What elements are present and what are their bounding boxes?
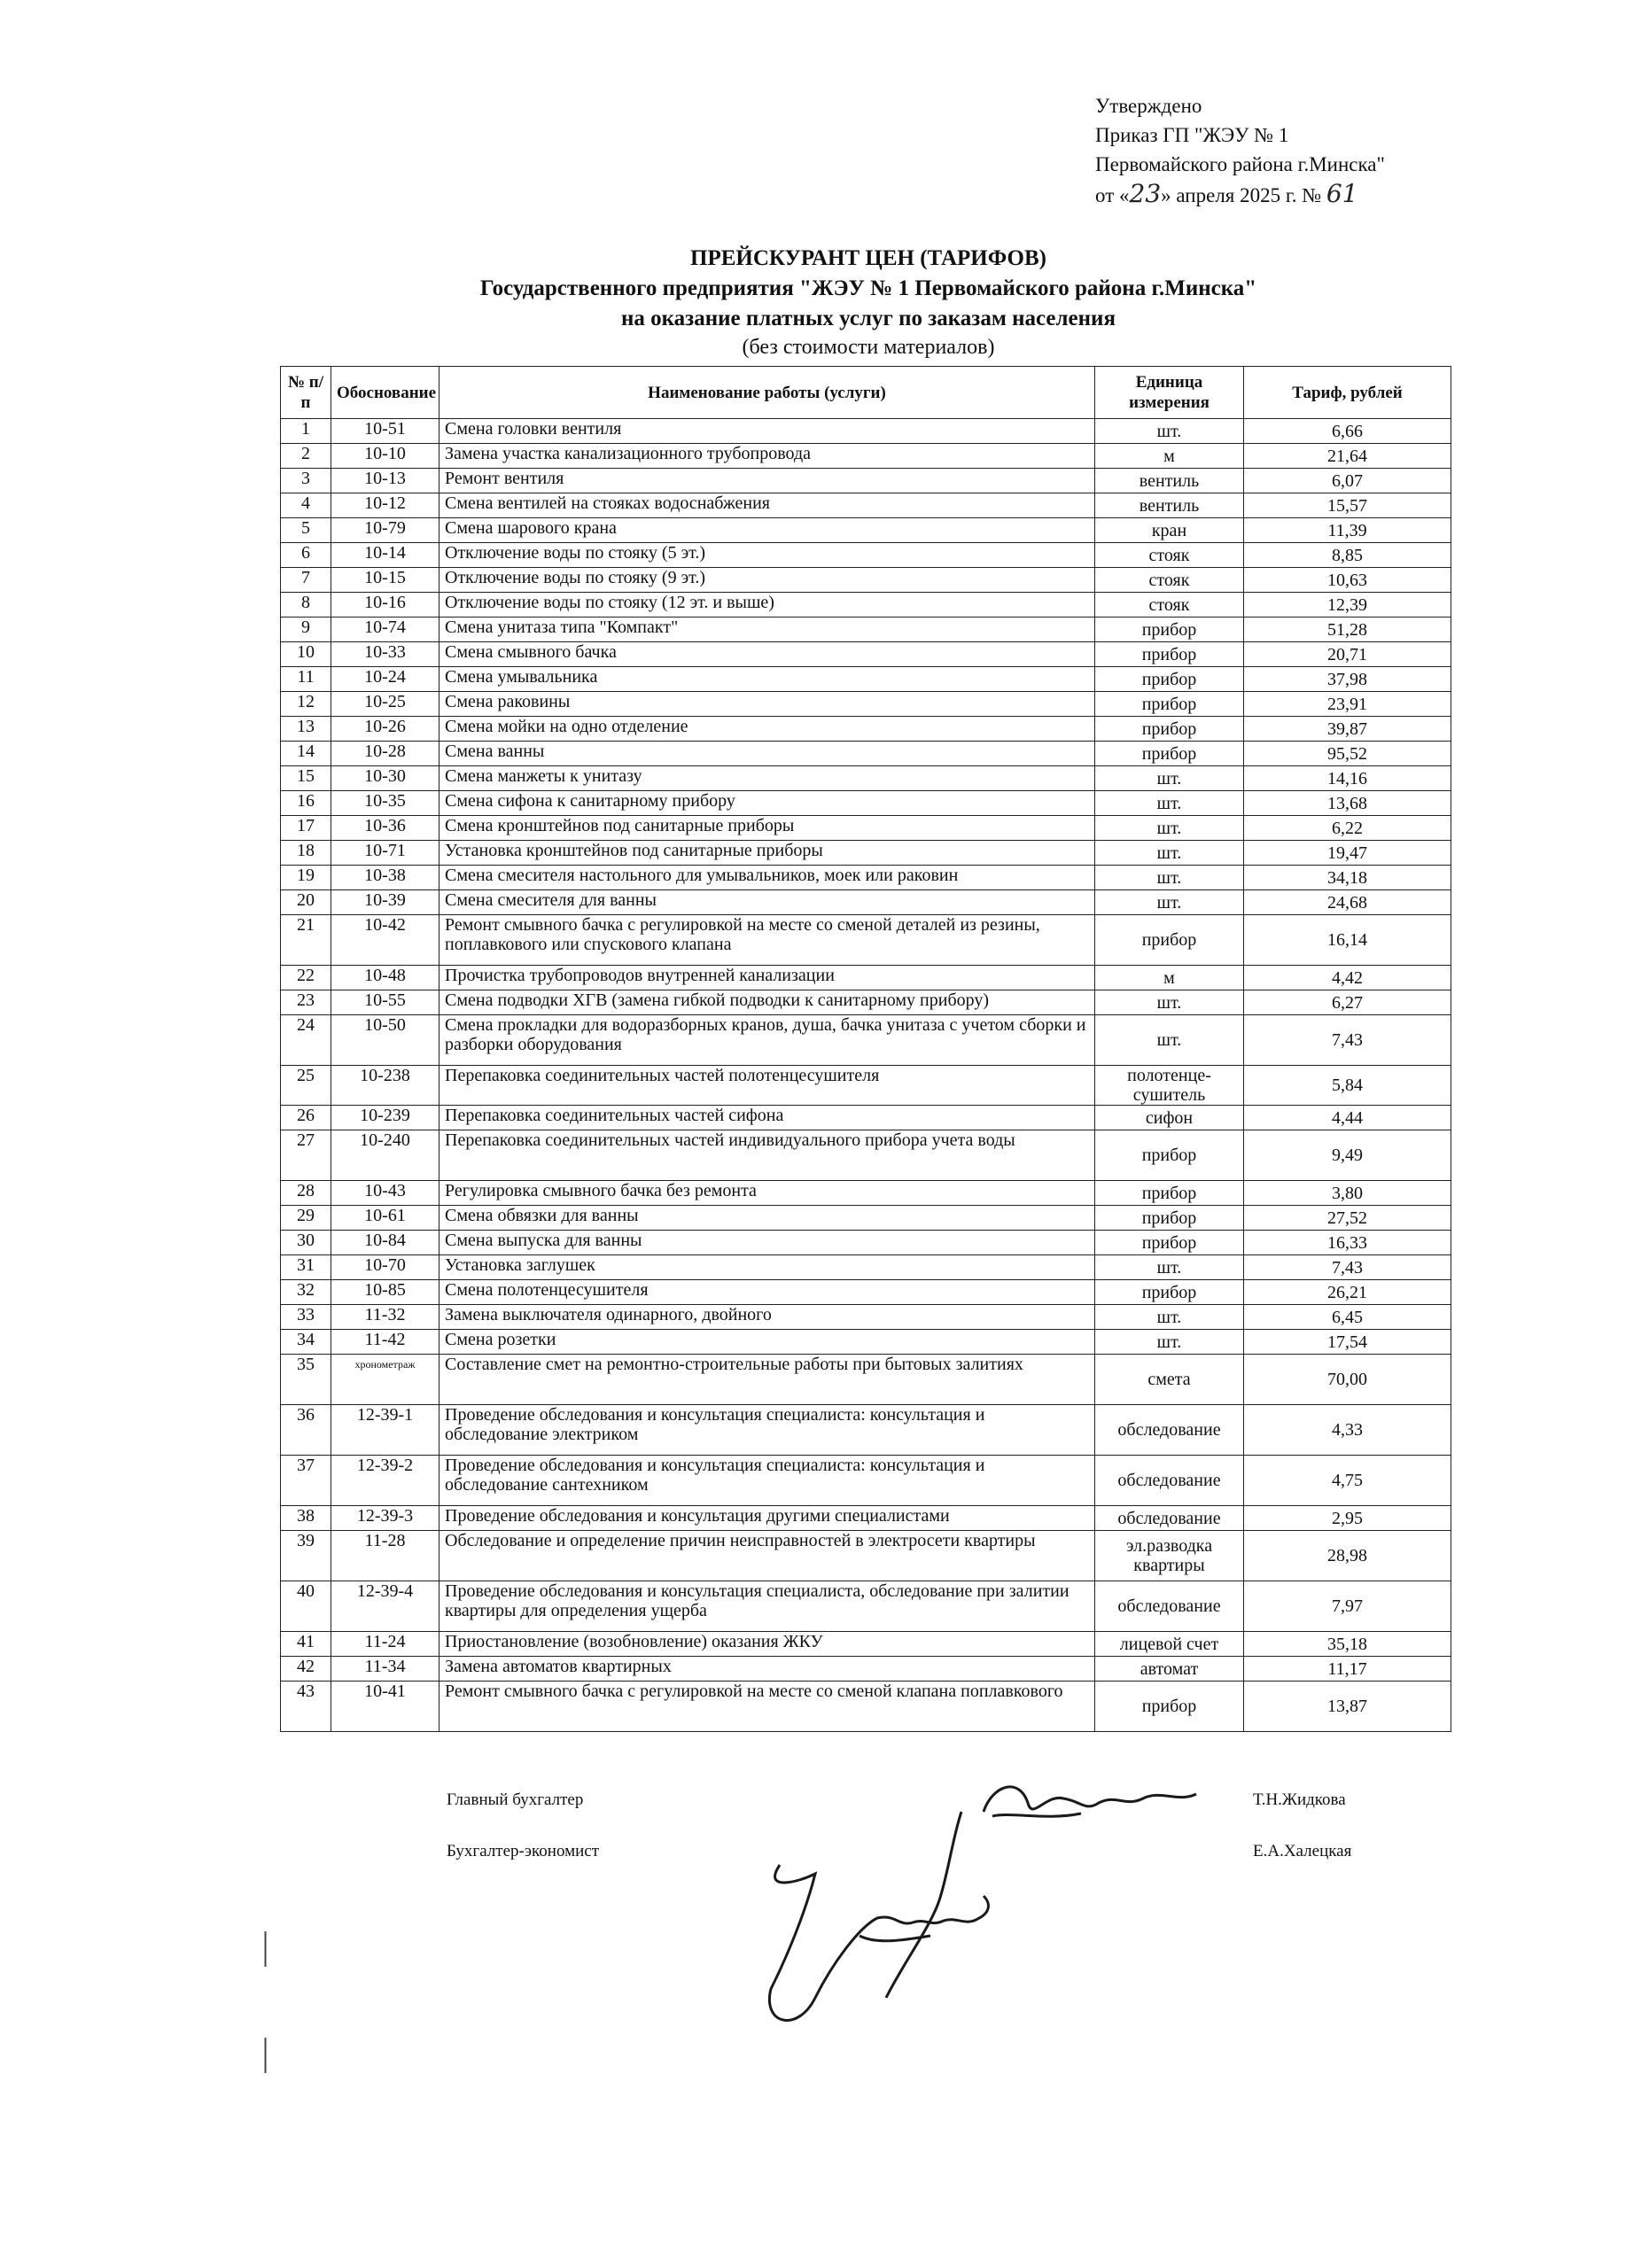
row-price: 20,71	[1244, 642, 1451, 667]
row-num: 30	[281, 1231, 331, 1255]
row-code: 10-55	[331, 990, 439, 1015]
row-price: 2,95	[1244, 1506, 1451, 1531]
approval-order-number: 61	[1326, 179, 1358, 208]
row-unit: сифон	[1095, 1106, 1244, 1130]
approval-date-suffix: » апреля 2025 г. №	[1161, 184, 1322, 206]
row-price: 21,64	[1244, 444, 1451, 469]
row-price: 11,17	[1244, 1657, 1451, 1682]
row-unit: прибор	[1095, 642, 1244, 667]
table-row	[281, 1581, 1451, 1632]
row-code: 12-39-1	[331, 1405, 439, 1456]
row-num: 14	[281, 742, 331, 766]
row-code: 10-28	[331, 742, 439, 766]
table-row	[281, 1015, 1451, 1066]
row-code: 10-35	[331, 791, 439, 816]
table-row	[281, 1305, 1451, 1330]
row-price: 27,52	[1244, 1206, 1451, 1231]
row-name: Обследование и определение причин неисправностей в электросети квартиры	[439, 1531, 1095, 1581]
row-price: 6,07	[1244, 469, 1451, 493]
row-price: 7,43	[1244, 1255, 1451, 1280]
row-num: 34	[281, 1330, 331, 1355]
handwritten-signatures	[727, 1759, 1223, 2060]
row-num: 42	[281, 1657, 331, 1682]
row-price: 35,18	[1244, 1632, 1451, 1657]
row-name: Проведение обследования и консультация специалиста, обследование при залитии квартиры для определения ущерба	[439, 1581, 1095, 1632]
row-price: 95,52	[1244, 742, 1451, 766]
row-num: 2	[281, 444, 331, 469]
row-unit: м	[1095, 444, 1244, 469]
row-price: 8,85	[1244, 543, 1451, 568]
row-price: 37,98	[1244, 667, 1451, 692]
row-code: 10-10	[331, 444, 439, 469]
row-price: 13,68	[1244, 791, 1451, 816]
row-unit: кран	[1095, 518, 1244, 543]
row-price: 13,87	[1244, 1682, 1451, 1732]
header-unit: Единица измерения	[1095, 367, 1244, 419]
approval-line-2: Приказ ГП "ЖЭУ № 1	[1095, 124, 1289, 146]
row-name: Смена кронштейнов под санитарные приборы	[439, 816, 1095, 841]
row-unit: вентиль	[1095, 469, 1244, 493]
header-name: Наименование работы (услуги)	[439, 367, 1095, 419]
row-name: Смена вентилей на стояках водоснабжения	[439, 493, 1095, 518]
row-price: 7,97	[1244, 1581, 1451, 1632]
row-unit: обследование	[1095, 1506, 1244, 1531]
row-name: Проведение обследования и консультация специалиста: консультация и обследование электриком	[439, 1405, 1095, 1456]
row-code: 10-24	[331, 667, 439, 692]
table-row	[281, 518, 1451, 543]
row-price: 10,63	[1244, 568, 1451, 593]
row-num: 29	[281, 1206, 331, 1231]
row-price: 9,49	[1244, 1130, 1451, 1181]
chief-accountant-name: Т.Н.Жидкова	[1253, 1790, 1346, 1809]
row-num: 27	[281, 1130, 331, 1181]
table-row	[281, 1657, 1451, 1682]
table-row	[281, 1531, 1451, 1581]
document-title	[177, 244, 1560, 361]
row-num: 22	[281, 966, 331, 990]
table-row	[281, 1355, 1451, 1405]
table-row	[281, 816, 1451, 841]
row-num: 24	[281, 1015, 331, 1066]
row-num: 37	[281, 1456, 331, 1506]
row-num: 4	[281, 493, 331, 518]
row-num: 10	[281, 642, 331, 667]
row-name: Замена автоматов квартирных	[439, 1657, 1095, 1682]
row-code: 10-74	[331, 617, 439, 642]
row-unit: шт.	[1095, 1255, 1244, 1280]
row-price: 6,27	[1244, 990, 1451, 1015]
row-name: Смена сифона к санитарному прибору	[439, 791, 1095, 816]
table-row	[281, 667, 1451, 692]
row-name: Отключение воды по стояку (12 эт. и выше)	[439, 593, 1095, 617]
table-row	[281, 593, 1451, 617]
row-code: 11-28	[331, 1531, 439, 1581]
row-unit: прибор	[1095, 1280, 1244, 1305]
row-price: 5,84	[1244, 1066, 1451, 1106]
row-name: Перепаковка соединительных частей сифона	[439, 1106, 1095, 1130]
row-name: Смена подводки ХГВ (замена гибкой подводки к санитарному прибору)	[439, 990, 1095, 1015]
table-row	[281, 915, 1451, 966]
row-price: 16,14	[1244, 915, 1451, 966]
row-name: Ремонт вентиля	[439, 469, 1095, 493]
table-row	[281, 866, 1451, 890]
row-code: 10-38	[331, 866, 439, 890]
row-name: Прочистка трубопроводов внутренней канализации	[439, 966, 1095, 990]
row-code: 10-41	[331, 1682, 439, 1732]
row-code: 11-42	[331, 1330, 439, 1355]
row-num: 17	[281, 816, 331, 841]
row-unit: шт.	[1095, 791, 1244, 816]
table-row	[281, 692, 1451, 717]
row-unit: шт.	[1095, 1330, 1244, 1355]
header-num: № п/п	[281, 367, 331, 419]
title-line-4: (без стоимости материалов)	[742, 336, 995, 359]
row-price: 4,42	[1244, 966, 1451, 990]
row-num: 35	[281, 1355, 331, 1405]
row-num: 11	[281, 667, 331, 692]
table-row	[281, 1682, 1451, 1732]
row-name: Смена розетки	[439, 1330, 1095, 1355]
table-row	[281, 1066, 1451, 1106]
row-price: 26,21	[1244, 1280, 1451, 1305]
table-row	[281, 419, 1451, 444]
table-row	[281, 1405, 1451, 1456]
table-row	[281, 990, 1451, 1015]
row-price: 4,33	[1244, 1405, 1451, 1456]
table-row	[281, 717, 1451, 742]
row-name: Смена раковины	[439, 692, 1095, 717]
row-code: 10-50	[331, 1015, 439, 1066]
economist-role: Бухгалтер-экономист	[447, 1842, 600, 1860]
title-line-3: на оказание платных услуг по заказам населения	[621, 307, 1116, 330]
row-num: 31	[281, 1255, 331, 1280]
row-code: 12-39-4	[331, 1581, 439, 1632]
row-name: Смена смесителя для ванны	[439, 890, 1095, 915]
row-price: 11,39	[1244, 518, 1451, 543]
row-num: 18	[281, 841, 331, 866]
row-num: 33	[281, 1305, 331, 1330]
row-num: 7	[281, 568, 331, 593]
row-code: 10-51	[331, 419, 439, 444]
table-header-row	[281, 367, 1451, 419]
row-name: Установка кронштейнов под санитарные приборы	[439, 841, 1095, 866]
table-row	[281, 841, 1451, 866]
row-unit: прибор	[1095, 1206, 1244, 1231]
table-row	[281, 1231, 1451, 1255]
row-price: 12,39	[1244, 593, 1451, 617]
row-price: 15,57	[1244, 493, 1451, 518]
row-unit: прибор	[1095, 692, 1244, 717]
row-price: 4,75	[1244, 1456, 1451, 1506]
row-name: Отключение воды по стояку (9 эт.)	[439, 568, 1095, 593]
row-code: 10-12	[331, 493, 439, 518]
row-price: 7,43	[1244, 1015, 1451, 1066]
row-code: 10-85	[331, 1280, 439, 1305]
row-price: 6,45	[1244, 1305, 1451, 1330]
title-line-2: Государственного предприятия "ЖЭУ № 1 Первомайского района г.Минска"	[479, 276, 1257, 300]
row-price: 51,28	[1244, 617, 1451, 642]
row-price: 14,16	[1244, 766, 1451, 791]
table-row	[281, 493, 1451, 518]
table-row	[281, 1330, 1451, 1355]
row-num: 23	[281, 990, 331, 1015]
chief-accountant-role: Главный бухгалтер	[447, 1790, 584, 1809]
row-name: Приостановление (возобновление) оказания ЖКУ	[439, 1632, 1095, 1657]
row-num: 3	[281, 469, 331, 493]
table-row	[281, 543, 1451, 568]
table-row	[281, 1181, 1451, 1206]
row-code: 10-43	[331, 1181, 439, 1206]
row-num: 1	[281, 419, 331, 444]
row-num: 40	[281, 1581, 331, 1632]
row-num: 39	[281, 1531, 331, 1581]
row-code: 10-84	[331, 1231, 439, 1255]
row-code: 11-34	[331, 1657, 439, 1682]
row-code: 10-33	[331, 642, 439, 667]
table-row	[281, 469, 1451, 493]
row-price: 28,98	[1244, 1531, 1451, 1581]
approval-block	[1095, 91, 1385, 210]
row-unit: полотенце-сушитель	[1095, 1066, 1244, 1106]
row-code: 10-16	[331, 593, 439, 617]
table-row	[281, 1255, 1451, 1280]
row-num: 32	[281, 1280, 331, 1305]
row-name: Регулировка смывного бачка без ремонта	[439, 1181, 1095, 1206]
row-unit: прибор	[1095, 1231, 1244, 1255]
row-code: 10-14	[331, 543, 439, 568]
table-row	[281, 742, 1451, 766]
row-code: 10-26	[331, 717, 439, 742]
row-unit: автомат	[1095, 1657, 1244, 1682]
row-unit: прибор	[1095, 742, 1244, 766]
table-row	[281, 1130, 1451, 1181]
row-code: 10-39	[331, 890, 439, 915]
row-code: 10-240	[331, 1130, 439, 1181]
approval-date-line	[1095, 179, 1385, 210]
row-name: Замена выключателя одинарного, двойного	[439, 1305, 1095, 1330]
row-unit: стояк	[1095, 593, 1244, 617]
row-price: 70,00	[1244, 1355, 1451, 1405]
row-price: 16,33	[1244, 1231, 1451, 1255]
row-name: Смена умывальника	[439, 667, 1095, 692]
row-price: 4,44	[1244, 1106, 1451, 1130]
table-row	[281, 444, 1451, 469]
row-name: Отключение воды по стояку (5 эт.)	[439, 543, 1095, 568]
row-name: Смена шарового крана	[439, 518, 1095, 543]
row-code: 10-70	[331, 1255, 439, 1280]
row-unit: м	[1095, 966, 1244, 990]
row-code: 11-24	[331, 1632, 439, 1657]
row-name: Ремонт смывного бачка с регулировкой на месте со сменой деталей из резины, поплавкового или спускового клапана	[439, 915, 1095, 966]
row-num: 36	[281, 1405, 331, 1456]
row-code: 10-239	[331, 1106, 439, 1130]
row-code: 10-79	[331, 518, 439, 543]
row-code: 10-13	[331, 469, 439, 493]
row-price: 17,54	[1244, 1330, 1451, 1355]
table-row	[281, 617, 1451, 642]
row-unit: шт.	[1095, 1015, 1244, 1066]
row-unit: шт.	[1095, 1305, 1244, 1330]
row-name: Ремонт смывного бачка с регулировкой на месте со сменой клапана поплавкового	[439, 1682, 1095, 1732]
row-price: 24,68	[1244, 890, 1451, 915]
row-unit: прибор	[1095, 1130, 1244, 1181]
row-num: 41	[281, 1632, 331, 1657]
price-table	[280, 366, 1451, 1732]
row-unit: шт.	[1095, 841, 1244, 866]
table-row	[281, 1506, 1451, 1531]
row-name: Смена манжеты к унитазу	[439, 766, 1095, 791]
row-name: Перепаковка соединительных частей полотенцесушителя	[439, 1066, 1095, 1106]
row-name: Смена мойки на одно отделение	[439, 717, 1095, 742]
row-unit: шт.	[1095, 990, 1244, 1015]
row-code: 10-238	[331, 1066, 439, 1106]
row-name: Проведение обследования и консультация специалиста: консультация и обследование сантехником	[439, 1456, 1095, 1506]
row-name: Смена ванны	[439, 742, 1095, 766]
row-name: Смена унитаза типа "Компакт"	[439, 617, 1095, 642]
row-name: Замена участка канализационного трубопровода	[439, 444, 1095, 469]
table-row	[281, 1206, 1451, 1231]
row-unit: шт.	[1095, 866, 1244, 890]
table-row	[281, 791, 1451, 816]
header-price: Тариф, рублей	[1244, 367, 1451, 419]
row-unit: шт.	[1095, 816, 1244, 841]
row-name: Проведение обследования и консультация другими специалистами	[439, 1506, 1095, 1531]
table-row	[281, 890, 1451, 915]
row-num: 8	[281, 593, 331, 617]
row-unit: стояк	[1095, 543, 1244, 568]
table-row	[281, 1456, 1451, 1506]
row-code: 12-39-3	[331, 1506, 439, 1531]
row-name: Смена головки вентиля	[439, 419, 1095, 444]
row-unit: смета	[1095, 1355, 1244, 1405]
row-name: Смена смесителя настольного для умывальников, моек или раковин	[439, 866, 1095, 890]
row-name: Перепаковка соединительных частей индивидуального прибора учета воды	[439, 1130, 1095, 1181]
row-num: 6	[281, 543, 331, 568]
row-unit: эл.разводка квартиры	[1095, 1531, 1244, 1581]
table-row	[281, 642, 1451, 667]
row-unit: прибор	[1095, 915, 1244, 966]
row-unit: шт.	[1095, 890, 1244, 915]
approval-day: 23	[1129, 179, 1162, 208]
row-unit: прибор	[1095, 667, 1244, 692]
row-num: 16	[281, 791, 331, 816]
row-code: 10-71	[331, 841, 439, 866]
row-unit: лицевой счет	[1095, 1632, 1244, 1657]
row-price: 23,91	[1244, 692, 1451, 717]
row-code: 10-48	[331, 966, 439, 990]
approval-line-1: Утверждено	[1095, 95, 1202, 117]
row-num: 12	[281, 692, 331, 717]
table-row	[281, 766, 1451, 791]
row-name: Смена полотенцесушителя	[439, 1280, 1095, 1305]
row-code: хронометраж	[331, 1355, 439, 1405]
margin-mark	[264, 1931, 267, 2073]
approval-date-prefix: от «	[1095, 184, 1130, 206]
row-price: 34,18	[1244, 866, 1451, 890]
row-code: 10-36	[331, 816, 439, 841]
row-unit: обследование	[1095, 1405, 1244, 1456]
row-name: Смена смывного бачка	[439, 642, 1095, 667]
row-price: 39,87	[1244, 717, 1451, 742]
row-num: 20	[281, 890, 331, 915]
row-unit: стояк	[1095, 568, 1244, 593]
row-unit: прибор	[1095, 717, 1244, 742]
table-row	[281, 1106, 1451, 1130]
approval-line-3: Первомайского района г.Минска"	[1095, 153, 1385, 175]
row-num: 43	[281, 1682, 331, 1732]
row-num: 28	[281, 1181, 331, 1206]
title-line-1: ПРЕЙСКУРАНТ ЦЕН (ТАРИФОВ)	[690, 246, 1046, 270]
row-unit: обследование	[1095, 1581, 1244, 1632]
row-code: 11-32	[331, 1305, 439, 1330]
row-code: 10-42	[331, 915, 439, 966]
economist-name: Е.А.Халецкая	[1253, 1842, 1352, 1860]
row-code: 10-61	[331, 1206, 439, 1231]
row-code: 10-30	[331, 766, 439, 791]
row-unit: вентиль	[1095, 493, 1244, 518]
row-name: Смена обвязки для ванны	[439, 1206, 1095, 1231]
table-row	[281, 1280, 1451, 1305]
row-price: 6,22	[1244, 816, 1451, 841]
row-name: Составление смет на ремонтно-строительные работы при бытовых залитиях	[439, 1355, 1095, 1405]
row-num: 9	[281, 617, 331, 642]
row-unit: обследование	[1095, 1456, 1244, 1506]
table-body	[281, 419, 1451, 1732]
row-num: 13	[281, 717, 331, 742]
row-code: 10-15	[331, 568, 439, 593]
row-name: Смена выпуска для ванны	[439, 1231, 1095, 1255]
table-row	[281, 1632, 1451, 1657]
row-unit: шт.	[1095, 766, 1244, 791]
row-name: Установка заглушек	[439, 1255, 1095, 1280]
row-price: 3,80	[1244, 1181, 1451, 1206]
row-num: 5	[281, 518, 331, 543]
row-num: 26	[281, 1106, 331, 1130]
row-num: 25	[281, 1066, 331, 1106]
row-unit: прибор	[1095, 617, 1244, 642]
row-num: 19	[281, 866, 331, 890]
header-code: Обоснование	[331, 367, 439, 419]
row-unit: прибор	[1095, 1181, 1244, 1206]
table-row	[281, 966, 1451, 990]
row-price: 6,66	[1244, 419, 1451, 444]
table-row	[281, 568, 1451, 593]
row-code: 10-25	[331, 692, 439, 717]
row-num: 15	[281, 766, 331, 791]
row-unit: прибор	[1095, 1682, 1244, 1732]
row-name: Смена прокладки для водоразборных кранов, душа, бачка унитаза с учетом сборки и разборки оборудования	[439, 1015, 1095, 1066]
row-num: 38	[281, 1506, 331, 1531]
row-code: 12-39-2	[331, 1456, 439, 1506]
row-num: 21	[281, 915, 331, 966]
row-unit: шт.	[1095, 419, 1244, 444]
row-price: 19,47	[1244, 841, 1451, 866]
